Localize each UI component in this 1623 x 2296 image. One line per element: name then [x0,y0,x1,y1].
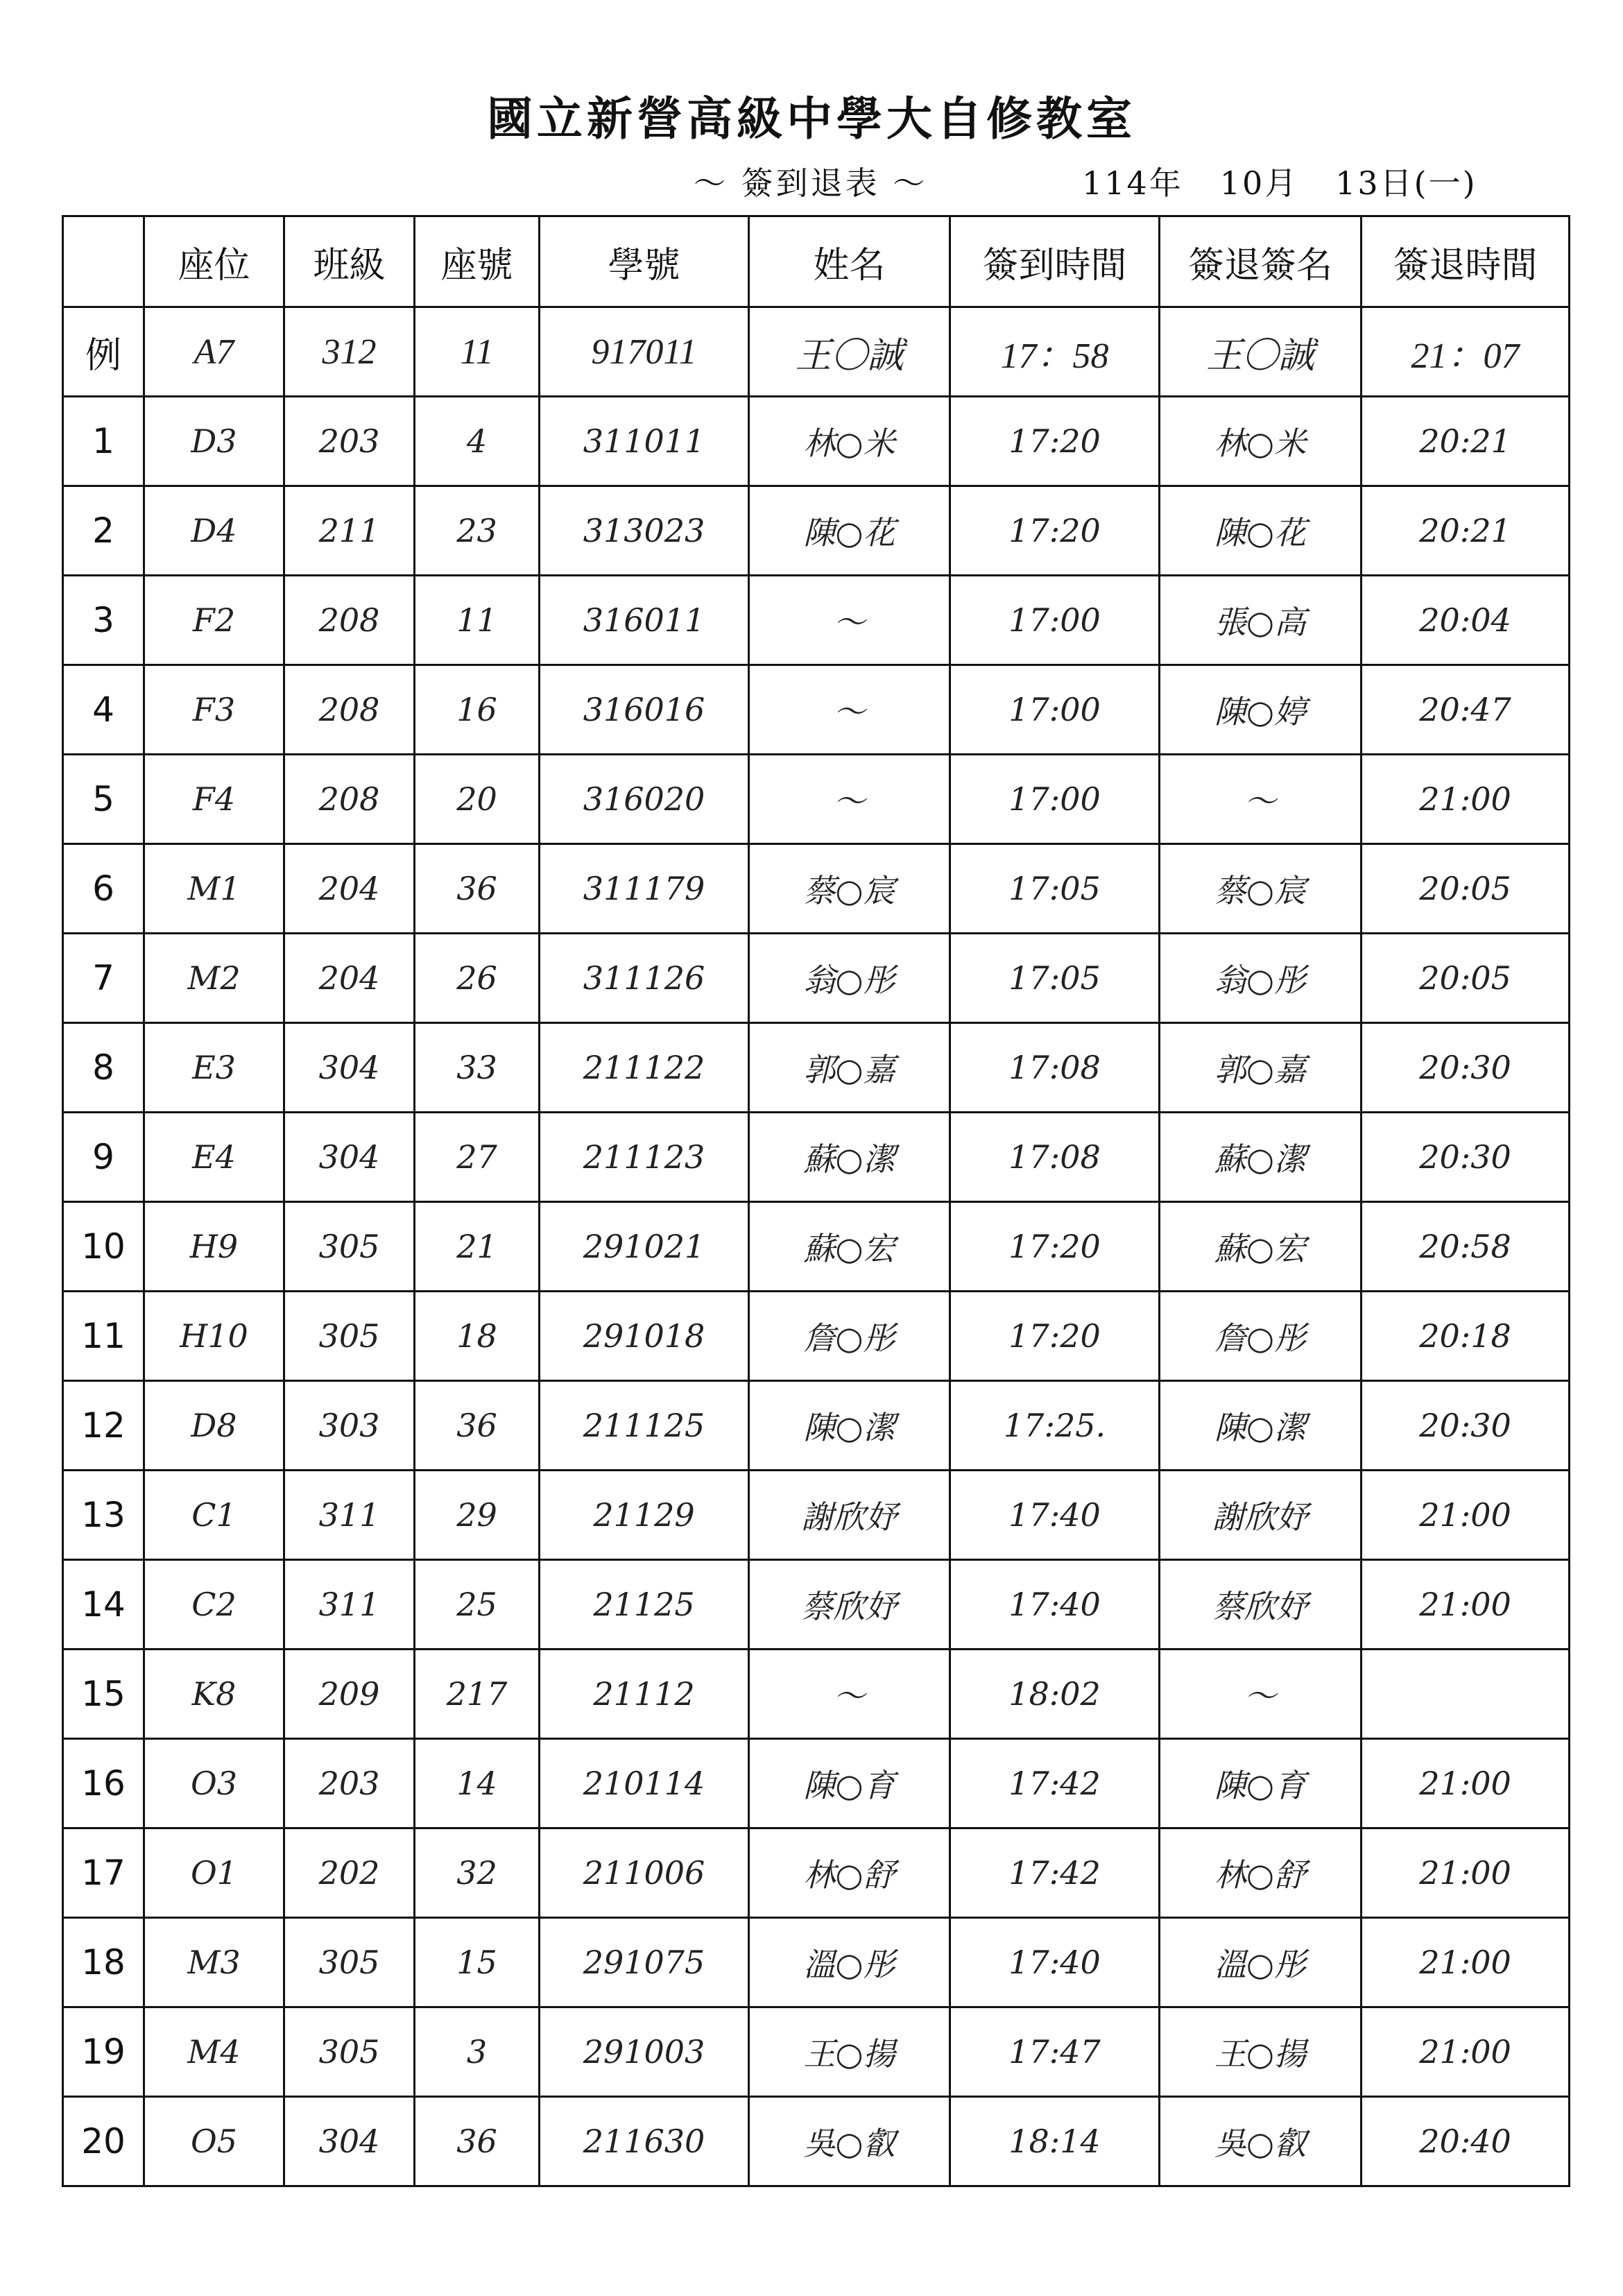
cell-class: 204 [284,934,415,1023]
cell-student-id: 291003 [540,2007,749,2097]
cell-student-id: 313023 [540,486,749,576]
cell-name: 蘇○潔 [749,1113,950,1202]
cell-sign-in-time: 17:40 [950,1471,1160,1560]
date-day: 13 [1335,164,1380,202]
cell-seat: M2 [144,934,284,1023]
example-row [63,307,1570,397]
cell-row-index: 7 [63,934,144,1023]
date-year-unit: 年 [1149,164,1183,202]
table-row [63,1202,1570,1292]
cell-name: 王〇誠 [749,307,950,397]
cell-sign-in-time: 18:02 [950,1650,1160,1739]
cell-class: 203 [284,1739,415,1828]
cell-sign-out-time: 21:00 [1362,755,1570,844]
cell-sign-out-signature: ～ [1160,1650,1362,1739]
cell-seat: E4 [144,1113,284,1202]
date-weekday: (一) [1414,164,1477,202]
cell-seat-number: 14 [415,1739,540,1828]
table-row [63,2097,1570,2186]
cell-student-id: 211122 [540,1023,749,1113]
cell-sign-in-time: 17:05 [950,934,1160,1023]
cell-sign-out-signature: 溫○彤 [1160,1918,1362,2007]
date-month-unit: 月 [1264,164,1299,202]
table-row [63,934,1570,1023]
cell-seat-number: 11 [415,576,540,665]
cell-student-id: 210114 [540,1739,749,1828]
cell-student-id: 291075 [540,1918,749,2007]
cell-student-id: 291018 [540,1292,749,1381]
cell-sign-in-time: 17:20 [950,1202,1160,1292]
column-header-seat-number: 座號 [415,216,540,307]
cell-row-index: 例 [63,307,144,397]
cell-seat: D4 [144,486,284,576]
cell-row-index: 3 [63,576,144,665]
cell-seat: M3 [144,1918,284,2007]
table-row [63,486,1570,576]
cell-seat-number: 33 [415,1023,540,1113]
cell-sign-out-signature: 郭○嘉 [1160,1023,1362,1113]
cell-sign-out-time: 20:58 [1362,1202,1570,1292]
cell-sign-in-time: 17:47 [950,2007,1160,2097]
table-row [63,1113,1570,1202]
cell-sign-out-signature: ～ [1160,755,1362,844]
cell-sign-in-time: 17:20 [950,486,1160,576]
table-row [63,1560,1570,1650]
cell-student-id: 311126 [540,934,749,1023]
cell-row-index: 6 [63,844,144,934]
cell-sign-in-time: 17:05 [950,844,1160,934]
cell-class: 202 [284,1828,415,1918]
cell-class: 312 [284,307,415,397]
cell-sign-out-time [1362,1650,1570,1739]
cell-student-id: 211125 [540,1381,749,1471]
cell-name: ～ [749,665,950,755]
cell-sign-out-signature: 林○舒 [1160,1828,1362,1918]
column-header-sign-in-time: 簽到時間 [950,216,1160,307]
cell-sign-out-time: 20:30 [1362,1381,1570,1471]
table-row [63,1023,1570,1113]
cell-seat-number: 36 [415,1381,540,1471]
cell-sign-out-time: 20:30 [1362,1113,1570,1202]
cell-sign-out-time: 20:40 [1362,2097,1570,2186]
cell-class: 304 [284,1023,415,1113]
date-year: 114 [1082,164,1149,202]
cell-name: 謝欣妤 [749,1471,950,1560]
cell-row-index: 1 [63,397,144,486]
cell-sign-out-signature: 蘇○宏 [1160,1202,1362,1292]
cell-sign-out-signature: 陳○育 [1160,1739,1362,1828]
cell-student-id: 311011 [540,397,749,486]
cell-sign-out-signature: 詹○彤 [1160,1292,1362,1381]
table-row [63,397,1570,486]
cell-class: 304 [284,2097,415,2186]
cell-sign-in-time: 17:08 [950,1113,1160,1202]
cell-name: 郭○嘉 [749,1023,950,1113]
cell-sign-out-time: 21：07 [1362,307,1570,397]
cell-row-index: 4 [63,665,144,755]
cell-student-id: 291021 [540,1202,749,1292]
cell-sign-out-time: 21:00 [1362,1560,1570,1650]
cell-seat-number: 15 [415,1918,540,2007]
cell-student-id: 21129 [540,1471,749,1560]
date-day-unit: 日 [1380,164,1414,202]
cell-row-index: 16 [63,1739,144,1828]
document-title: 國立新營高級中學大自修教室 [487,92,1136,146]
cell-sign-in-time: 17:20 [950,1292,1160,1381]
cell-seat: O1 [144,1828,284,1918]
cell-seat-number: 20 [415,755,540,844]
cell-seat-number: 25 [415,1560,540,1650]
cell-sign-out-signature: 張○高 [1160,576,1362,665]
cell-class: 304 [284,1113,415,1202]
cell-seat-number: 23 [415,486,540,576]
cell-sign-in-time: 17:42 [950,1828,1160,1918]
table-row [63,576,1570,665]
cell-seat: C1 [144,1471,284,1560]
cell-sign-in-time: 17：58 [950,307,1160,397]
cell-sign-out-time: 20:21 [1362,397,1570,486]
cell-sign-out-signature: 謝欣妤 [1160,1471,1362,1560]
cell-student-id: 21125 [540,1560,749,1650]
cell-seat: C2 [144,1560,284,1650]
cell-sign-out-signature: 蘇○潔 [1160,1113,1362,1202]
cell-class: 305 [284,1292,415,1381]
cell-sign-out-time: 20:05 [1362,934,1570,1023]
cell-seat: K8 [144,1650,284,1739]
table-row [63,1292,1570,1381]
cell-sign-out-signature: 林○米 [1160,397,1362,486]
cell-row-index: 20 [63,2097,144,2186]
cell-sign-out-time: 21:00 [1362,1918,1570,2007]
cell-sign-out-time: 21:00 [1362,1739,1570,1828]
cell-student-id: 316016 [540,665,749,755]
cell-student-id: 316020 [540,755,749,844]
cell-sign-out-signature: 翁○彤 [1160,934,1362,1023]
cell-sign-out-time: 20:21 [1362,486,1570,576]
cell-name: ～ [749,1650,950,1739]
cell-row-index: 2 [63,486,144,576]
cell-student-id: 917011 [540,307,749,397]
cell-row-index: 17 [63,1828,144,1918]
table-row [63,1739,1570,1828]
document-date [1082,158,1477,204]
cell-name: 翁○彤 [749,934,950,1023]
cell-seat: O5 [144,2097,284,2186]
cell-name: ～ [749,755,950,844]
cell-seat-number: 3 [415,2007,540,2097]
cell-seat-number: 16 [415,665,540,755]
cell-seat-number: 32 [415,1828,540,1918]
cell-sign-in-time: 17:25. [950,1381,1160,1471]
cell-row-index: 11 [63,1292,144,1381]
cell-seat: O3 [144,1739,284,1828]
cell-row-index: 8 [63,1023,144,1113]
cell-name: 蔡欣妤 [749,1560,950,1650]
cell-seat-number: 217 [415,1650,540,1739]
cell-sign-out-time: 20:04 [1362,576,1570,665]
cell-name: 林○米 [749,397,950,486]
cell-class: 211 [284,486,415,576]
table-row [63,2007,1570,2097]
cell-sign-out-time: 20:30 [1362,1023,1570,1113]
cell-row-index: 10 [63,1202,144,1292]
cell-seat-number: 29 [415,1471,540,1560]
date-month: 10 [1219,164,1265,202]
cell-seat: E3 [144,1023,284,1113]
cell-student-id: 311179 [540,844,749,934]
cell-sign-out-signature: 陳○花 [1160,486,1362,576]
cell-row-index: 18 [63,1918,144,2007]
column-header-sign-out-signature: 簽退簽名 [1160,216,1362,307]
table-row [63,665,1570,755]
cell-class: 303 [284,1381,415,1471]
table-row [63,1381,1570,1471]
cell-seat: F4 [144,755,284,844]
cell-seat-number: 21 [415,1202,540,1292]
cell-seat-number: 18 [415,1292,540,1381]
table-row [63,755,1570,844]
cell-sign-out-time: 20:18 [1362,1292,1570,1381]
cell-sign-in-time: 17:20 [950,397,1160,486]
cell-seat-number: 36 [415,844,540,934]
document-subtitle: ～ 簽到退表 ～ [694,164,928,202]
cell-seat: M1 [144,844,284,934]
cell-sign-out-time: 21:00 [1362,2007,1570,2097]
table-row [63,1471,1570,1560]
cell-class: 305 [284,1918,415,2007]
cell-sign-out-time: 20:05 [1362,844,1570,934]
cell-sign-in-time: 18:14 [950,2097,1160,2186]
cell-class: 203 [284,397,415,486]
cell-sign-in-time: 17:08 [950,1023,1160,1113]
cell-sign-out-time: 21:00 [1362,1471,1570,1560]
cell-seat-number: 36 [415,2097,540,2186]
cell-class: 311 [284,1471,415,1560]
cell-seat-number: 11 [415,307,540,397]
cell-sign-out-time: 21:00 [1362,1828,1570,1918]
cell-name: ～ [749,576,950,665]
column-header-student-id: 學號 [540,216,749,307]
cell-name: 陳○潔 [749,1381,950,1471]
table-row [63,1650,1570,1739]
column-header-seat: 座位 [144,216,284,307]
cell-sign-in-time: 17:00 [950,576,1160,665]
cell-seat: F2 [144,576,284,665]
cell-sign-in-time: 17:40 [950,1560,1160,1650]
cell-row-index: 12 [63,1381,144,1471]
cell-class: 208 [284,755,415,844]
cell-row-index: 5 [63,755,144,844]
cell-sign-in-time: 17:00 [950,665,1160,755]
cell-seat: M4 [144,2007,284,2097]
cell-name: 王○揚 [749,2007,950,2097]
cell-seat: H10 [144,1292,284,1381]
cell-row-index: 19 [63,2007,144,2097]
cell-class: 208 [284,576,415,665]
sign-in-table [62,215,1570,2187]
cell-sign-out-signature: 陳○婷 [1160,665,1362,755]
column-header-name: 姓名 [749,216,950,307]
cell-sign-in-time: 17:40 [950,1918,1160,2007]
cell-sign-out-signature: 蔡欣妤 [1160,1560,1362,1650]
cell-seat: D8 [144,1381,284,1471]
cell-seat-number: 4 [415,397,540,486]
column-header-sign-out-time: 簽退時間 [1362,216,1570,307]
cell-class: 305 [284,2007,415,2097]
column-header-row-index [63,216,144,307]
cell-student-id: 316011 [540,576,749,665]
cell-class: 208 [284,665,415,755]
cell-class: 305 [284,1202,415,1292]
cell-student-id: 211123 [540,1113,749,1202]
table-row [63,1918,1570,2007]
cell-sign-out-signature: 吳○叡 [1160,2097,1362,2186]
cell-name: 蔡○宸 [749,844,950,934]
cell-class: 209 [284,1650,415,1739]
cell-sign-out-signature: 王○揚 [1160,2007,1362,2097]
table-row [63,844,1570,934]
cell-row-index: 14 [63,1560,144,1650]
cell-student-id: 211006 [540,1828,749,1918]
cell-seat: F3 [144,665,284,755]
cell-student-id: 21112 [540,1650,749,1739]
cell-sign-in-time: 17:00 [950,755,1160,844]
cell-seat-number: 26 [415,934,540,1023]
cell-seat-number: 27 [415,1113,540,1202]
cell-seat: H9 [144,1202,284,1292]
cell-class: 311 [284,1560,415,1650]
cell-row-index: 15 [63,1650,144,1739]
column-header-class: 班級 [284,216,415,307]
cell-sign-in-time: 17:42 [950,1739,1160,1828]
cell-sign-out-signature: 陳○潔 [1160,1381,1362,1471]
table-header-row [63,216,1570,307]
cell-sign-out-time: 20:47 [1362,665,1570,755]
cell-name: 林○舒 [749,1828,950,1918]
cell-name: 蘇○宏 [749,1202,950,1292]
cell-row-index: 9 [63,1113,144,1202]
cell-name: 陳○育 [749,1739,950,1828]
cell-seat: D3 [144,397,284,486]
cell-row-index: 13 [63,1471,144,1560]
cell-sign-out-signature: 蔡○宸 [1160,844,1362,934]
cell-name: 陳○花 [749,486,950,576]
cell-class: 204 [284,844,415,934]
cell-name: 詹○彤 [749,1292,950,1381]
cell-sign-out-signature: 王〇誠 [1160,307,1362,397]
table-row [63,1828,1570,1918]
cell-name: 溫○彤 [749,1918,950,2007]
cell-name: 吳○叡 [749,2097,950,2186]
cell-seat: A7 [144,307,284,397]
cell-student-id: 211630 [540,2097,749,2186]
